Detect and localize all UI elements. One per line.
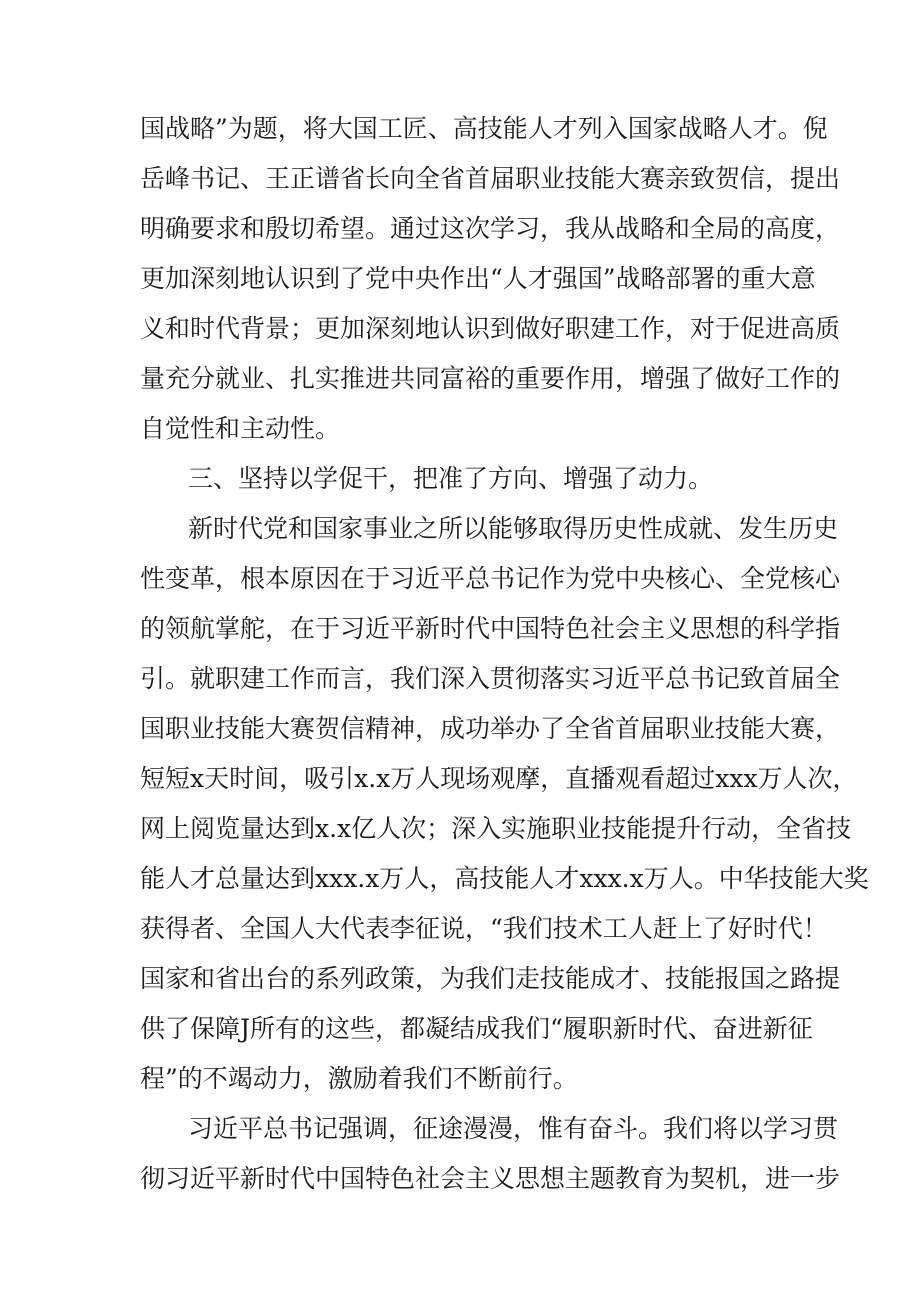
paragraph-line-5: 义和时代背景；更加深刻地认识到做好职建工作，对于促进高质 bbox=[140, 314, 841, 343]
paragraph-line-16: 能人才总量达到xxx.x万人，高技能人才xxx.x万人。中华技能大奖 bbox=[140, 864, 869, 893]
paragraph-line-7: 自觉性和主动性。 bbox=[140, 414, 341, 443]
paragraph-line-10: 性变革，根本原因在于习近平总书记作为党中央核心、全党核心 bbox=[140, 564, 841, 593]
paragraph-line-4: 更加深刻地认识到了党中央作出“人才强国”战略部署的重大意 bbox=[140, 264, 816, 293]
paragraph-line-9: 新时代党和国家事业之所以能够取得历史性成就、发生历史 bbox=[188, 514, 839, 543]
paragraph-line-14: 短短x天时间，吸引x.x万人现场观摩，直播观看超过xxx万人次， bbox=[140, 764, 858, 793]
paragraph-line-2: 岳峰书记、王正谱省长向全省首届职业技能大赛亲致贺信，提出 bbox=[140, 164, 841, 193]
paragraph-line-19: 供了保障J所有的这些，都凝结成我们“履职新时代、奋进新征 bbox=[140, 1014, 813, 1043]
paragraph-line-20: 程”的不竭动力，激励着我们不断前行。 bbox=[140, 1064, 578, 1093]
paragraph-line-22: 彻习近平新时代中国特色社会主义思想主题教育为契机，进一步 bbox=[140, 1164, 841, 1193]
paragraph-line-3: 明确要求和殷切希望。通过这次学习，我从战略和全局的高度， bbox=[140, 214, 841, 243]
paragraph-line-17: 获得者、全国人大代表李征说，“我们技术工人赶上了好时代！ bbox=[140, 914, 828, 943]
paragraph-line-1: 国战略”为题，将大国工匠、高技能人才列入国家战略人才。倪 bbox=[140, 114, 828, 143]
paragraph-line-15: 网上阅览量达到x.x亿人次；深入实施职业技能提升行动，全省技 bbox=[140, 814, 852, 843]
paragraph-line-18: 国家和省出台的系列政策，为我们走技能成才、技能报国之路提 bbox=[140, 964, 841, 993]
paragraph-line-21: 习近平总书记强调，征途漫漫，惟有奋斗。我们将以学习贯 bbox=[188, 1114, 839, 1143]
paragraph-line-13: 国职业技能大赛贺信精神，成功举办了全省首届职业技能大赛， bbox=[140, 714, 841, 743]
paragraph-line-11: 的领航掌舵，在于习近平新时代中国特色社会主义思想的科学指 bbox=[140, 614, 841, 643]
section-heading: 三、坚持以学促干，把准了方向、增强了动力。 bbox=[188, 464, 714, 493]
paragraph-line-12: 引。就职建工作而言，我们深入贯彻落实习近平总书记致首届全 bbox=[140, 664, 841, 693]
paragraph-line-6: 量充分就业、扎实推进共同富裕的重要作用，增强了做好工作的 bbox=[140, 364, 841, 393]
